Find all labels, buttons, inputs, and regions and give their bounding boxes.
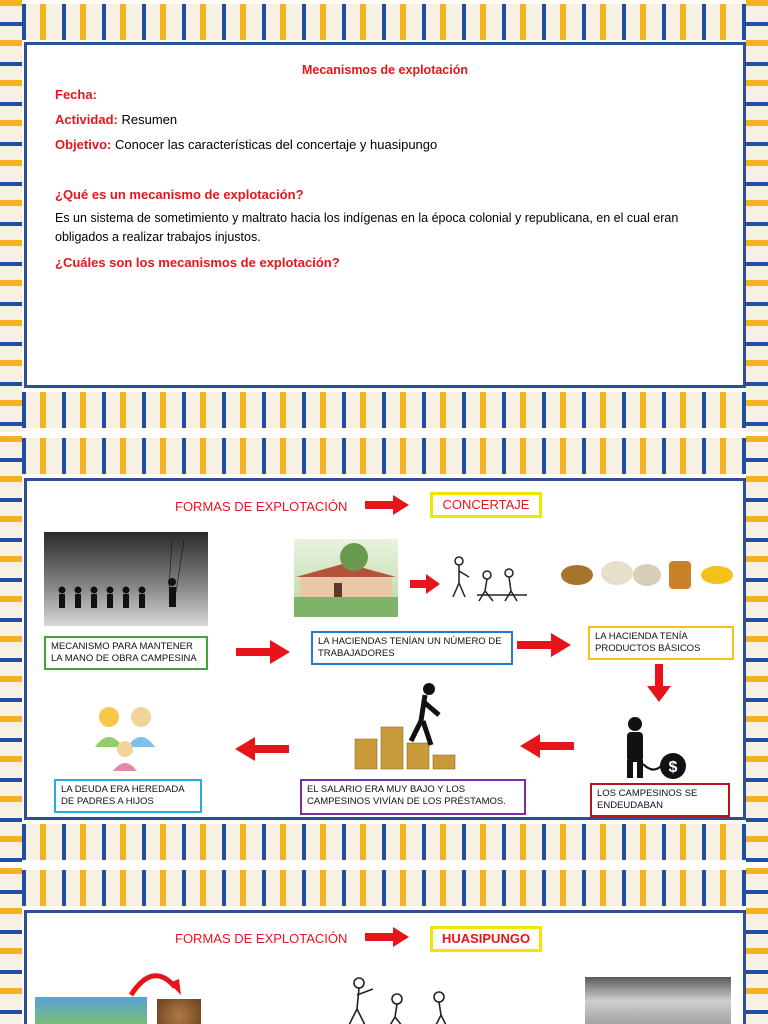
greek-border-bottom	[0, 824, 768, 860]
answer-1-line-2: obligados a realizar trabajos injustos.	[55, 230, 261, 244]
pottery-image	[157, 999, 201, 1024]
slide-title: Mecanismos de explotación	[301, 63, 469, 77]
red-arrow-down-icon	[646, 664, 672, 704]
red-arrow-icon	[517, 632, 573, 658]
content-panel	[24, 42, 746, 388]
label-productos: LA HACIENDA TENÍA PRODUCTOS BÁSICOS	[588, 626, 734, 660]
label-mecanismo: MECANISMO PARA MANTENER LA MANO DE OBRA CAMPESINA	[44, 636, 208, 670]
farm-workers-image	[447, 551, 535, 607]
greek-border-right	[746, 868, 768, 1024]
greek-border-top	[0, 438, 768, 474]
red-arrow-icon	[410, 573, 442, 595]
label-campesinos: LOS CAMPESINOS SE ENDEUDABAN	[590, 783, 730, 817]
greek-border-right	[746, 0, 768, 432]
greek-border-left	[0, 436, 22, 862]
family-icon	[87, 699, 163, 775]
concertaje-tag: CONCERTAJE	[430, 492, 542, 518]
slide-1	[0, 0, 768, 432]
svg-text:$: $	[668, 759, 678, 776]
red-arrow-icon	[365, 493, 411, 517]
objetivo-line	[55, 137, 437, 152]
red-arrow-icon	[365, 925, 411, 949]
puppet-image	[44, 532, 208, 626]
red-arrow-icon	[236, 639, 292, 665]
hacienda-image	[294, 539, 398, 617]
objetivo-label: Objetivo:	[55, 137, 112, 152]
greek-border-left	[0, 0, 22, 432]
actividad-line	[55, 112, 177, 127]
slide-2	[0, 436, 768, 862]
question-2: ¿Cuáles son los mecanismos de explotación?	[55, 255, 340, 270]
objetivo-value: Conocer las características del concertaje y huasipungo	[114, 137, 438, 152]
fecha-label: Fecha:	[55, 87, 97, 102]
section-heading: FORMAS DE EXPLOTACIÓN	[175, 499, 348, 514]
red-arrow-left-icon	[518, 733, 574, 759]
historic-photo-image	[585, 977, 731, 1024]
content-panel	[24, 910, 746, 1024]
greek-border-left	[0, 868, 22, 1024]
question-1: ¿Qué es un mecanismo de explotación?	[55, 187, 304, 202]
greek-border-right	[746, 436, 768, 862]
slide-3	[0, 868, 768, 1024]
section-heading: FORMAS DE EXPLOTACIÓN	[175, 931, 348, 946]
huasipungo-tag: HUASIPUNGO	[430, 926, 542, 952]
greek-border-top	[0, 870, 768, 906]
label-salario: EL SALARIO ERA MUY BAJO Y LOS CAMPESINOS VIVÍAN DE LOS PRÉSTAMOS.	[300, 779, 526, 815]
red-arrow-left-icon	[233, 736, 289, 762]
coins-man-image	[351, 681, 469, 771]
answer-1-line-1: Es un sistema de sometimiento y maltrato hacia los indígenas en la época colonial y republicana, en el cual eran	[55, 211, 679, 225]
greek-border-bottom	[0, 392, 768, 428]
label-deuda: LA DEUDA ERA HEREDADA DE PADRES A HIJOS	[54, 779, 202, 813]
actividad-label: Actividad:	[55, 112, 118, 127]
landscape-image	[35, 997, 147, 1024]
debt-person-icon	[617, 714, 687, 780]
actividad-value: Resumen	[121, 112, 178, 127]
curved-red-arrow-icon	[125, 965, 185, 1001]
content-panel	[24, 478, 746, 820]
farm-workers-image	[339, 973, 475, 1024]
grain-products-image	[557, 553, 737, 593]
greek-border-top	[0, 4, 768, 40]
label-haciendas: LA HACIENDAS TENÍAN UN NÚMERO DE TRABAJADORES	[311, 631, 513, 665]
